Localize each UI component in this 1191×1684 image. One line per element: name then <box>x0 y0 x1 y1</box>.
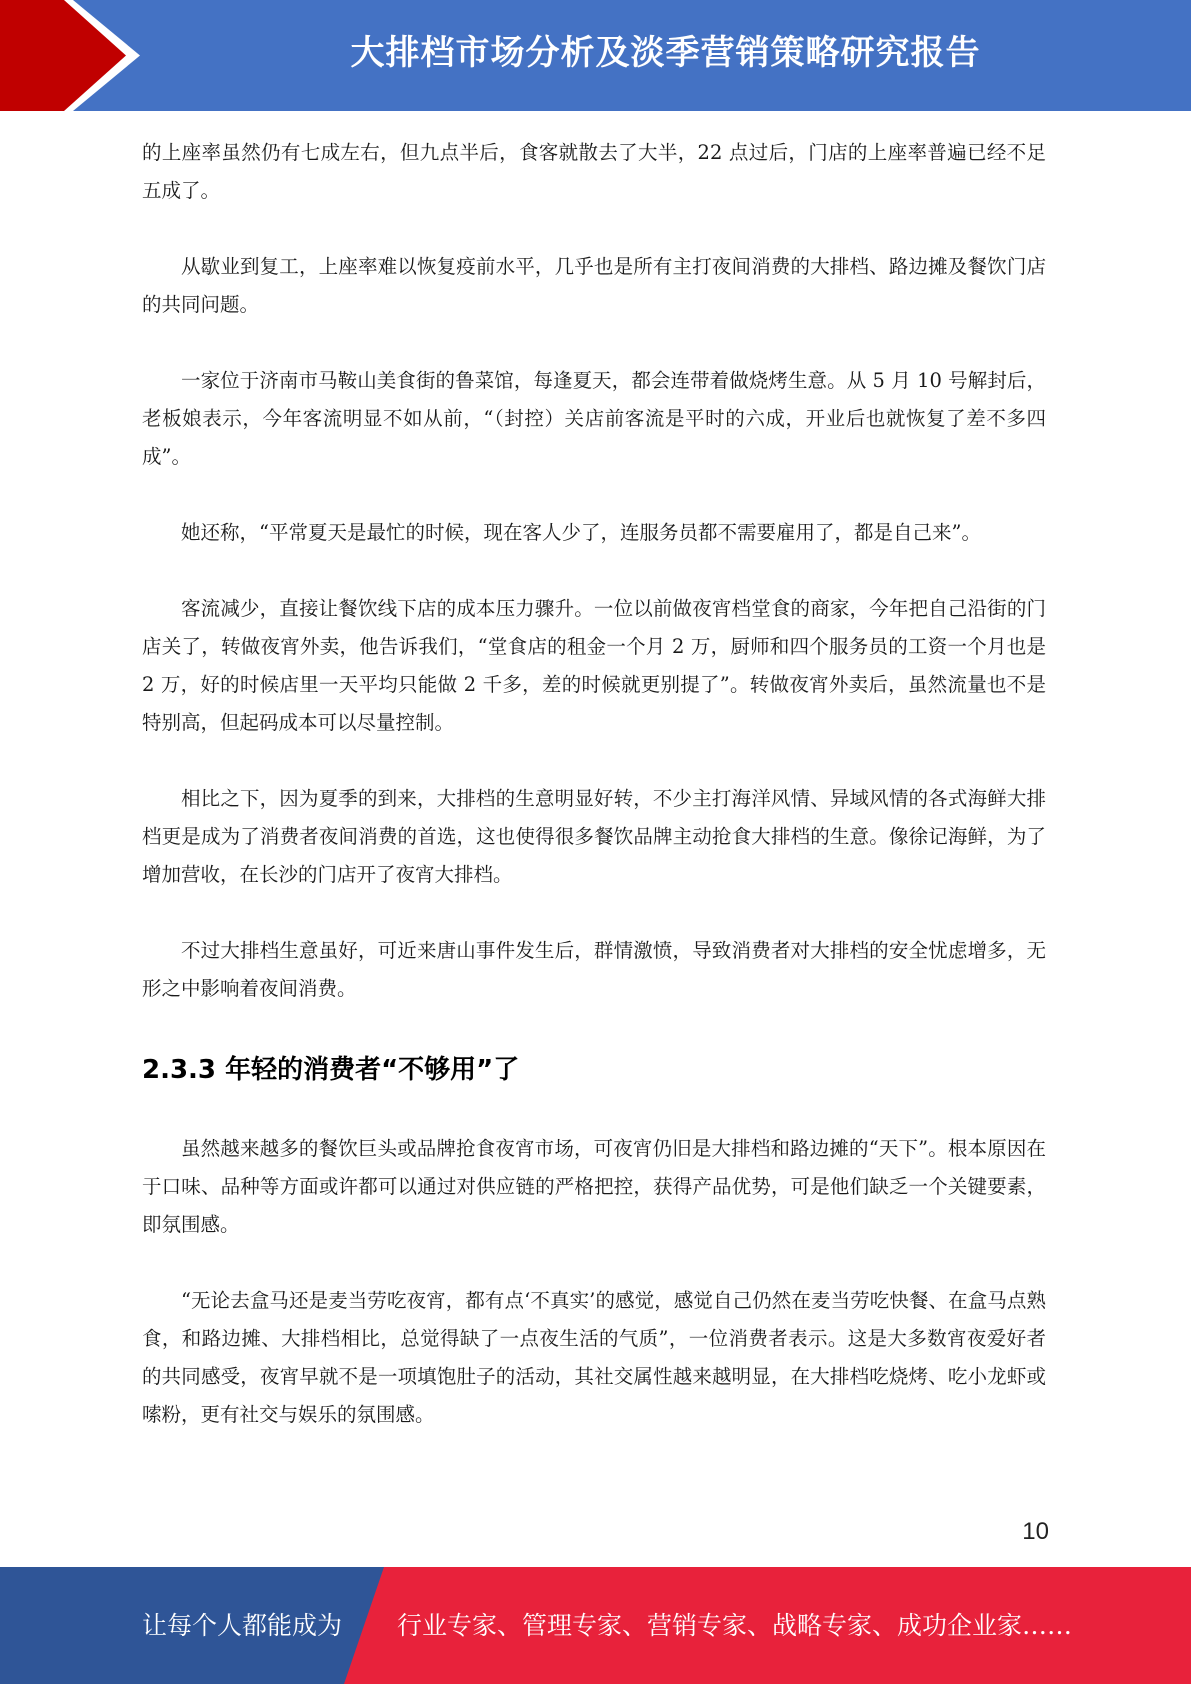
paragraph: 虽然越来越多的餐饮巨头或品牌抢食夜宵市场，可夜宵仍旧是大排档和路边摊的“天下”。根本原因在于口味、品种等方面或许都可以通过对供应链的严格把控，获得产品优势，可是他们缺乏一个关键要素，即氛围感。 <box>142 1137 1046 1236</box>
page-footer <box>0 1567 1191 1684</box>
paragraph: 客流减少，直接让餐饮线下店的成本压力骤升。一位以前做夜宵档堂食的商家，今年把自己沿街的门店关了，转做夜宵外卖，他告诉我们，“堂食店的租金一个月 2 万，厨师和四个服务员的工资一个月也是 2 万，好的时候店里一天平均只能做 2 千多，差的时候就更别提了”。转做夜宵外卖后，虽然流量也不是特别高，但起码成本可以尽量控制。 <box>142 597 1046 734</box>
page-number: 10 <box>1022 1518 1049 1545</box>
paragraph: 不过大排档生意虽好，可近来唐山事件发生后，群情激愤，导致消费者对大排档的安全忧虑增多，无形之中影响着夜间消费。 <box>142 939 1046 1000</box>
paragraph: 从歇业到复工，上座率难以恢复疫前水平，几乎也是所有主打夜间消费的大排档、路边摊及餐饮门店的共同问题。 <box>142 255 1046 316</box>
paragraph: 的上座率虽然仍有七成左右，但九点半后，食客就散去了大半，22 点过后，门店的上座率普遍已经不足五成了。 <box>142 141 1046 202</box>
paragraph: 她还称，“平常夏天是最忙的时候，现在客人少了，连服务员都不需要雇用了，都是自己来”。 <box>181 521 981 544</box>
header-arrow-decoration <box>0 0 160 111</box>
page-header <box>0 0 1191 111</box>
body-content <box>142 134 1046 1472</box>
paragraph: 一家位于济南市马鞍山美食街的鲁菜馆，每逢夏天，都会连带着做烧烤生意。从 5 月 10 号解封后，老板娘表示，今年客流明显不如从前，“（封控）关店前客流是平时的六成，开业后也就恢复了差不多四成”。 <box>142 369 1046 468</box>
report-title: 大排档市场分析及淡季营销策略研究报告 <box>350 33 981 73</box>
paragraph: “无论去盒马还是麦当劳吃夜宵，都有点‘不真实’的感觉，感觉自己仍然在麦当劳吃快餐、在盒马点熟食，和路边摊、大排档相比，总觉得缺了一点夜生活的气质”，一位消费者表示。这是大多数宵夜爱好者的共同感受，夜宵早就不是一项填饱肚子的活动，其社交属性越来越明显，在大排档吃烧烤、吃小龙虾或嗦粉，更有社交与娱乐的氛围感。 <box>142 1289 1046 1426</box>
section-heading: 2.3.3 年轻的消费者“不够用”了 <box>142 1055 520 1085</box>
paragraph: 相比之下，因为夏季的到来，大排档的生意明显好转，不少主打海洋风情、异域风情的各式海鲜大排档更是成为了消费者夜间消费的首选，这也使得很多餐饮品牌主动抢食大排档的生意。像徐记海鲜，为了增加营收，在长沙的门店开了夜宵大排档。 <box>142 787 1046 886</box>
footer-slogan: 让每个人都能成为 <box>142 1611 343 1640</box>
footer-tagline: 行业专家、管理专家、营销专家、战略专家、成功企业家…… <box>397 1611 1073 1640</box>
